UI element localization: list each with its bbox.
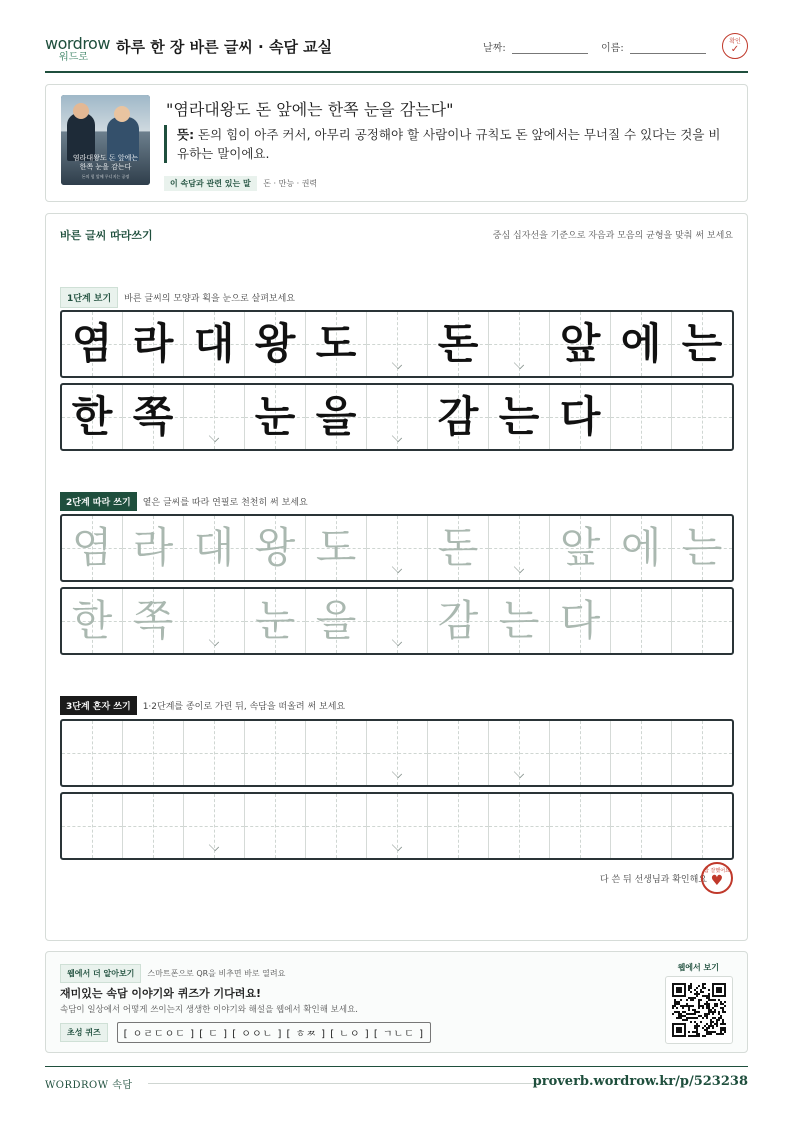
grid-cell[interactable] <box>184 516 245 580</box>
grid-character: 왕 <box>254 523 296 572</box>
space-mark-icon <box>514 768 524 778</box>
grid-cell[interactable] <box>245 589 306 653</box>
grid-cell[interactable] <box>489 721 550 785</box>
grid-character: 돈 <box>437 319 479 368</box>
related-values: 돈 · 만능 · 권력 <box>263 179 318 188</box>
footer-brand: WORDROW 속담 <box>45 1080 133 1091</box>
grid-cell[interactable] <box>184 721 245 785</box>
grid-cell <box>428 385 489 449</box>
grid-character: 염 <box>71 319 113 368</box>
check-seal-icon: 확인 ✓ <box>722 33 748 59</box>
grid-cell[interactable] <box>62 721 123 785</box>
meaning-text: 돈의 힘이 아주 커서, 아무리 공정해야 할 사람이나 규칙도 돈 앞에서는 무너질 수 있다는 것을 비유하는 말이에요. <box>177 127 721 161</box>
grid-cell <box>550 312 611 376</box>
space-mark-icon <box>392 432 402 442</box>
step1-badge: 1단계 보기 <box>60 287 118 308</box>
grid-character: 다 <box>559 392 601 441</box>
grid-cell <box>367 385 428 449</box>
grid-cell[interactable] <box>428 794 489 858</box>
step1-desc: 바른 글씨의 모양과 획을 눈으로 살펴보세요 <box>124 294 295 304</box>
grid-cell <box>367 312 428 376</box>
grid-character: 을 <box>315 596 357 645</box>
practice-hint: 중심 십자선을 기준으로 자음과 모음의 균형을 맞춰 써 보세요 <box>492 231 733 241</box>
footer-rule <box>148 1083 538 1084</box>
grid-cell <box>611 385 672 449</box>
grid-character: 는 <box>498 596 540 645</box>
logo-sub: 워드로 <box>59 52 88 63</box>
grid-cell[interactable] <box>489 794 550 858</box>
grid-cell <box>123 385 184 449</box>
grid-cell[interactable] <box>62 794 123 858</box>
step3-badge: 3단계 혼자 쓰기 <box>60 696 137 715</box>
web-badge-desc: 스마트폰으로 QR을 비추면 바로 열려요 <box>147 969 286 978</box>
grid-character: 에 <box>620 319 662 368</box>
grid-cell[interactable] <box>123 721 184 785</box>
grid-character: 감 <box>437 596 479 645</box>
grid-cell[interactable] <box>367 589 428 653</box>
grid-cell <box>184 385 245 449</box>
quiz-row <box>60 1022 431 1043</box>
space-mark-icon <box>392 359 402 369</box>
grid-cell <box>672 385 732 449</box>
quiz-answer: [ ㅇㄹㄷㅇㄷ ] [ ㄷ ] [ ㅇㅇㄴ ] [ ㅎㅉ ] [ ㄴㅇ ] [ ㄱㄴㄷ ] <box>117 1022 431 1043</box>
name-label: 이름: <box>601 43 624 54</box>
grid-character: 다 <box>559 596 601 645</box>
proverb-meaning <box>164 125 724 163</box>
space-mark-icon <box>209 432 219 442</box>
grid-character: 한 <box>71 596 113 645</box>
grid-cell[interactable] <box>184 794 245 858</box>
web-headline: 재미있는 속담 이야기와 퀴즈가 기다려요! <box>60 987 261 1000</box>
grid-cell <box>550 385 611 449</box>
grid-cell[interactable] <box>550 721 611 785</box>
grid-cell[interactable] <box>306 516 367 580</box>
grid-character: 앞 <box>559 319 601 368</box>
page-header <box>45 30 748 73</box>
grid-cell <box>245 312 306 376</box>
grid-cell[interactable] <box>672 516 732 580</box>
step1-row-2 <box>60 383 734 451</box>
space-mark-icon <box>209 841 219 851</box>
meaning-label: 뜻: <box>177 127 195 142</box>
grid-character: 대 <box>193 523 235 572</box>
step2-row-2[interactable] <box>60 587 734 655</box>
grid-cell[interactable] <box>62 516 123 580</box>
grid-cell <box>672 312 732 376</box>
grid-character: 눈 <box>254 392 296 441</box>
quiz-label: 초성 퀴즈 <box>60 1023 108 1042</box>
web-desc: 속담이 일상에서 어떻게 쓰이는지 생생한 이야기와 해설을 웹에서 확인해 보세요. <box>60 1005 358 1015</box>
heart-stamp-icon: 참 잘했어요 ♥ <box>701 862 733 894</box>
grid-cell <box>62 385 123 449</box>
grid-cell[interactable] <box>672 721 732 785</box>
grid-character: 도 <box>315 319 357 368</box>
footer-url-link[interactable]: proverb.wordrow.kr/p/523238 <box>532 1074 748 1089</box>
step3-row-2[interactable] <box>60 792 734 860</box>
grid-cell[interactable] <box>306 721 367 785</box>
grid-character: 쪽 <box>132 392 174 441</box>
practice-title: 바른 글씨 따라쓰기 <box>60 229 153 242</box>
grid-character: 감 <box>437 392 479 441</box>
proverb-title: "염라대왕도 돈 앞에는 한쪽 눈을 감는다" <box>166 100 454 119</box>
proverb-illustration: 염라대왕도 돈 앞에는 한쪽 눈을 감는다 돈의 힘 앞에 무너지는 공정 <box>61 95 150 185</box>
grid-cell[interactable] <box>367 794 428 858</box>
related-label: 이 속담과 관련 있는 말 <box>164 176 257 191</box>
space-mark-icon <box>392 563 402 573</box>
space-mark-icon <box>392 768 402 778</box>
grid-character: 는 <box>498 392 540 441</box>
web-panel <box>45 951 748 1053</box>
grid-cell[interactable] <box>550 516 611 580</box>
grid-character: 는 <box>681 523 723 572</box>
grid-cell[interactable] <box>489 589 550 653</box>
grid-character: 왕 <box>254 319 296 368</box>
grid-cell[interactable] <box>245 794 306 858</box>
space-mark-icon <box>392 636 402 646</box>
grid-cell[interactable] <box>428 589 489 653</box>
grid-cell[interactable] <box>62 589 123 653</box>
grid-cell[interactable] <box>428 516 489 580</box>
grid-cell <box>184 312 245 376</box>
step1-row-1 <box>60 310 734 378</box>
space-mark-icon <box>514 563 524 573</box>
web-badge-row <box>60 964 285 983</box>
space-mark-icon <box>392 841 402 851</box>
grid-cell <box>123 312 184 376</box>
qr-label: 웹에서 보기 <box>677 963 719 972</box>
date-label: 날짜: <box>483 43 506 54</box>
footer-divider <box>45 1066 748 1067</box>
step2-row-1[interactable] <box>60 514 734 582</box>
step3-header <box>60 696 345 715</box>
web-badge: 웹에서 더 알아보기 <box>60 964 141 983</box>
grid-character: 한 <box>71 392 113 441</box>
finish-note: 다 쓴 뒤 선생님과 확인해요 <box>599 875 707 885</box>
grid-character: 앞 <box>559 523 601 572</box>
grid-cell <box>62 312 123 376</box>
grid-cell[interactable] <box>367 721 428 785</box>
grid-cell[interactable] <box>306 794 367 858</box>
related-words <box>164 176 317 191</box>
step3-row-1[interactable] <box>60 719 734 787</box>
space-mark-icon <box>209 636 219 646</box>
grid-cell[interactable] <box>489 516 550 580</box>
page-title: 하루 한 장 바른 글씨 · 속담 교실 <box>116 38 333 56</box>
step2-header <box>60 492 308 511</box>
grid-cell[interactable] <box>428 721 489 785</box>
grid-cell[interactable] <box>245 721 306 785</box>
grid-cell <box>306 312 367 376</box>
date-field[interactable] <box>483 39 588 54</box>
practice-panel <box>45 213 748 941</box>
grid-cell <box>428 312 489 376</box>
grid-character: 라 <box>132 523 174 572</box>
space-mark-icon <box>514 359 524 369</box>
grid-cell <box>489 385 550 449</box>
step2-badge: 2단계 따라 쓰기 <box>60 492 137 511</box>
grid-character: 대 <box>193 319 235 368</box>
qr-code-icon[interactable] <box>665 976 733 1044</box>
grid-character: 눈 <box>254 596 296 645</box>
grid-character: 을 <box>315 392 357 441</box>
grid-cell[interactable] <box>367 516 428 580</box>
grid-cell[interactable] <box>184 589 245 653</box>
grid-character: 도 <box>315 523 357 572</box>
grid-cell <box>611 312 672 376</box>
grid-cell <box>245 385 306 449</box>
step3-desc: 1·2단계를 종이로 가린 뒤, 속담을 떠올려 써 보세요 <box>142 702 346 712</box>
grid-cell[interactable] <box>306 589 367 653</box>
grid-cell[interactable] <box>245 516 306 580</box>
grid-cell[interactable] <box>123 794 184 858</box>
grid-cell[interactable] <box>611 516 672 580</box>
grid-character: 쪽 <box>132 596 174 645</box>
grid-cell[interactable] <box>550 794 611 858</box>
grid-character: 라 <box>132 319 174 368</box>
step1-header <box>60 287 295 308</box>
proverb-card <box>45 84 748 202</box>
grid-cell[interactable] <box>550 589 611 653</box>
grid-cell[interactable] <box>123 589 184 653</box>
wordrow-logo: wordrow 워드로 <box>45 34 110 63</box>
grid-character: 는 <box>681 319 723 368</box>
grid-cell[interactable] <box>611 721 672 785</box>
grid-cell[interactable] <box>672 794 732 858</box>
grid-cell[interactable] <box>672 589 732 653</box>
grid-cell[interactable] <box>611 794 672 858</box>
grid-cell[interactable] <box>123 516 184 580</box>
grid-character: 에 <box>620 523 662 572</box>
name-field[interactable] <box>601 39 706 54</box>
grid-cell <box>306 385 367 449</box>
grid-cell[interactable] <box>611 589 672 653</box>
grid-character: 염 <box>71 523 113 572</box>
step2-desc: 옅은 글씨를 따라 연필로 천천히 써 보세요 <box>142 498 308 508</box>
grid-cell <box>489 312 550 376</box>
grid-character: 돈 <box>437 523 479 572</box>
